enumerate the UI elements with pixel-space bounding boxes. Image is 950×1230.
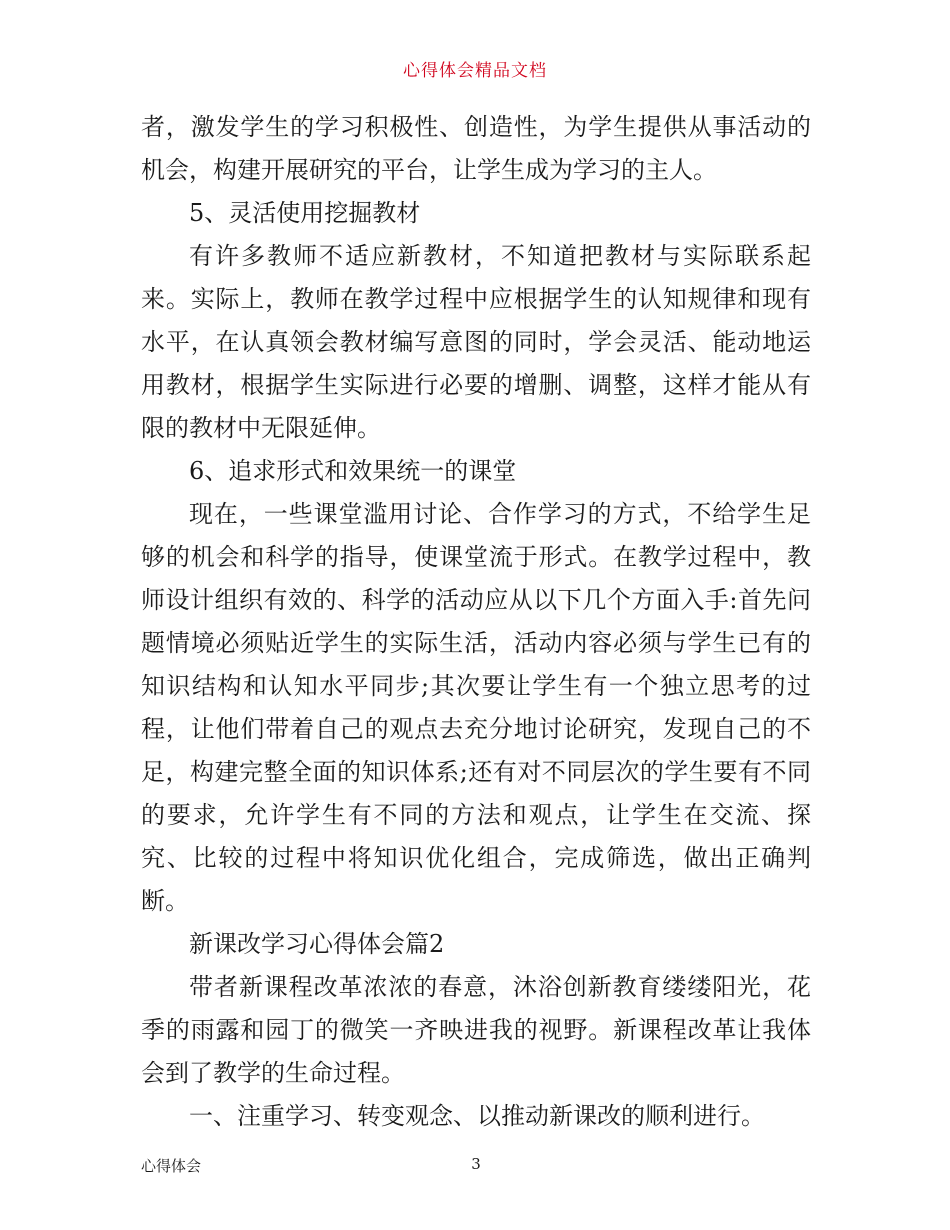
document-body [141,106,811,1138]
paragraph-spring-reform: 带者新课程改革浓浓的春意，沐浴创新教育缕缕阳光，花季的雨露和园丁的微笑一齐映进我的视野。新课程改革让我体会到了教学的生命过程。 [141,973,811,1087]
article-title-part2: 新课改学习心得体会篇2 [189,930,445,958]
section-heading-one: 一、注重学习、转变观念、以推动新课改的顺利进行。 [189,1102,765,1130]
section-heading-6: 6、追求形式和效果统一的课堂 [189,457,517,485]
paragraph-continuation: 者，激发学生的学习积极性、创造性，为学生提供从事活动的机会，构建开展研究的平台，让学生成为学习的主人。 [141,113,811,184]
document-header-title: 心得体会精品文档 [403,61,547,81]
paragraph-teaching-materials: 有许多教师不适应新教材，不知道把教材与实际联系起来。实际上，教师在教学过程中应根据学生的认知规律和现有水平，在认真领会教材编写意图的同时，学会灵活、能动地运用教材，根据学生实际进行必要的增删、调整，这样才能从有限的教材中无限延伸。 [141,242,811,442]
page-number: 3 [471,1155,481,1173]
footer-label: 心得体会 [141,1157,202,1175]
paragraph-classroom-form: 现在，一些课堂滥用讨论、合作学习的方式，不给学生足够的机会和科学的指导，使课堂流于形式。在教学过程中，教师设计组织有效的、科学的活动应从以下几个方面入手:首先问题情境必须贴近学生的实际生活，活动内容必须与学生已有的知识结构和认知水平同步;其次要让学生有一个独立思考的过程，让他们带着自己的观点去充分地讨论研究，发现自己的不足，构建完整全面的知识体系;还有对不同层次的学生要有不同的要求，允许学生有不同的方法和观点，让学生在交流、探究、比较的过程中将知识优化组合，完成筛选，做出正确判断。 [141,500,811,915]
section-heading-5: 5、灵活使用挖掘教材 [189,199,421,227]
